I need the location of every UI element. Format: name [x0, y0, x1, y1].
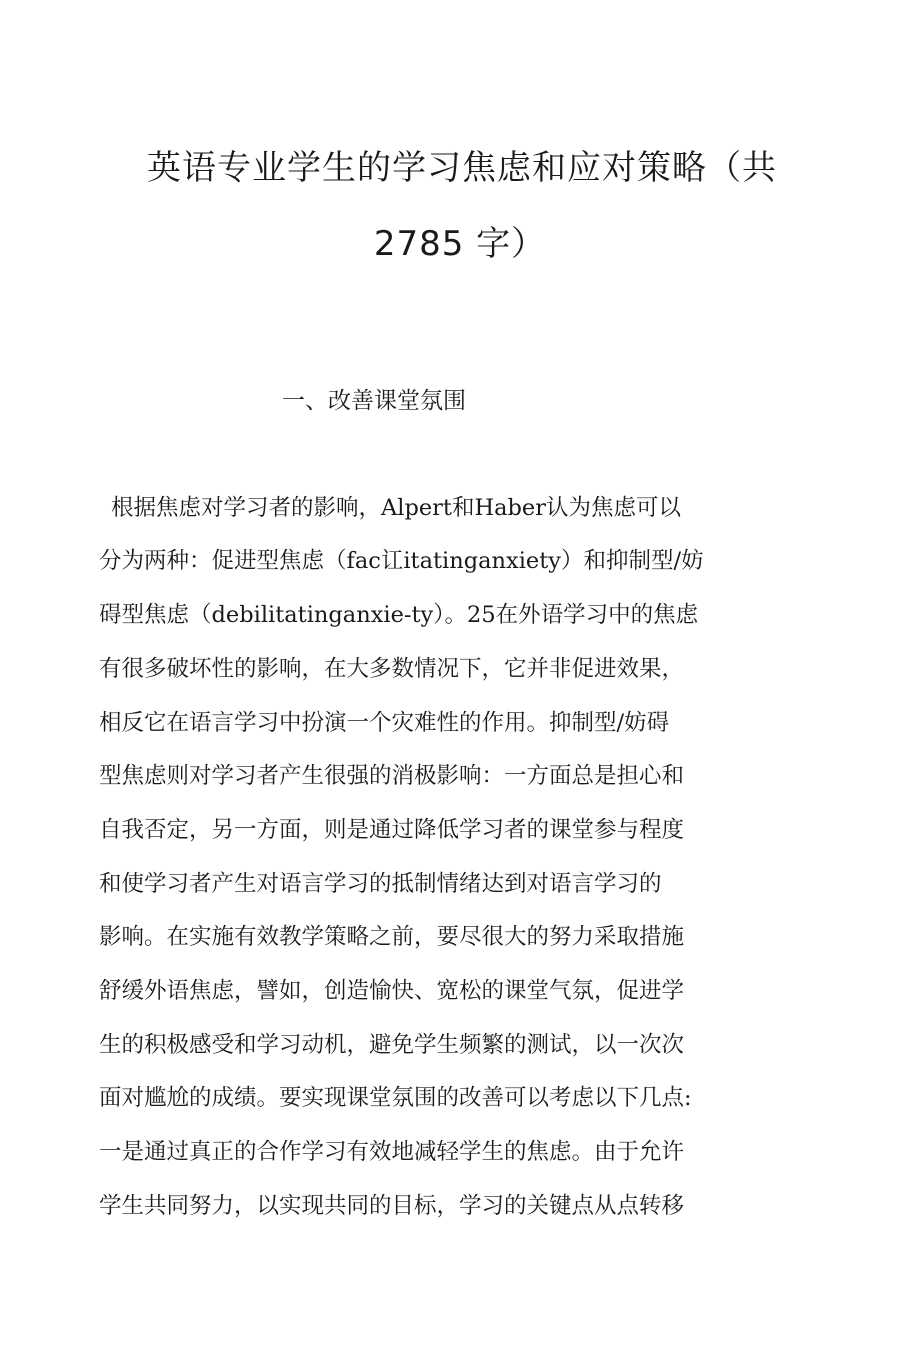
- paragraph-line: 分为两种：促进型焦虑（fac讧itatinganxiety）和抑制型/妨: [99, 548, 704, 574]
- paragraph-line: 面对尴尬的成绩。要实现课堂氛围的改善可以考虑以下几点:: [99, 1085, 692, 1111]
- paragraph-line: 和使学习者产生对语言学习的抵制情绪达到对语言学习的: [99, 871, 662, 897]
- paragraph-line: 一是通过真正的合作学习有效地减轻学生的焦虑。由于允许: [99, 1139, 685, 1165]
- paragraph-line: 型焦虑则对学习者产生很强的消极影响：一方面总是担心和: [99, 763, 685, 789]
- document-title-line-1: 英语专业学生的学习焦虑和应对策略（共: [147, 148, 777, 188]
- paragraph-line: 碍型焦虑（debilitatinganxie-ty）。25在外语学习中的焦虑: [99, 602, 699, 628]
- paragraph-line: 根据焦虑对学习者的影响，Alpert和Haber认为焦虑可以: [111, 495, 681, 521]
- paragraph-line: 影响。在实施有效教学策略之前，要尽很大的努力采取措施: [99, 924, 685, 950]
- paragraph-line: 自我否定，另一方面，则是通过降低学习者的课堂参与程度: [99, 817, 685, 843]
- document-title-line-2: 2785 字）: [373, 224, 547, 264]
- paragraph-line: 相反它在语言学习中扮演一个灾难性的作用。抑制型/妨碍: [99, 710, 670, 736]
- paragraph-line: 舒缓外语焦虑，譬如，创造愉快、宽松的课堂气氛，促进学: [99, 978, 685, 1004]
- section-heading: 一、改善课堂氛围: [282, 388, 466, 414]
- paragraph-line: 有很多破坏性的影响，在大多数情况下，它并非促进效果，: [99, 656, 685, 682]
- paragraph-line: 生的积极感受和学习动机，避免学生频繁的测试，以一次次: [99, 1032, 685, 1058]
- paragraph-line: 学生共同努力，以实现共同的目标，学习的关键点从点转移: [99, 1193, 685, 1219]
